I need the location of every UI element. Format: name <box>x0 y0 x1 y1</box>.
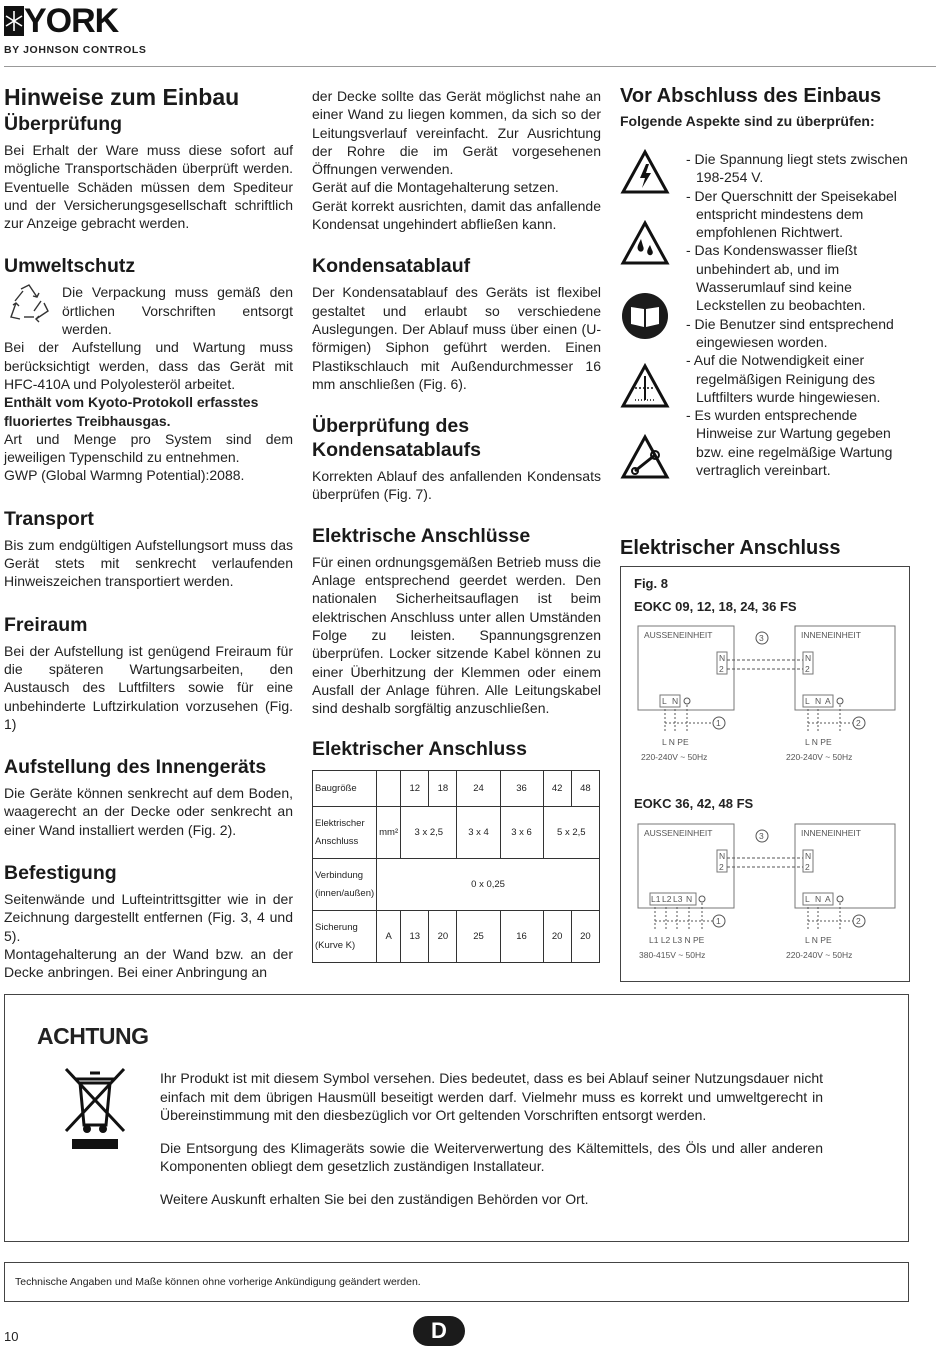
term-label: N <box>805 653 812 663</box>
term-label: L2 <box>662 894 672 904</box>
page-number: 10 <box>4 1329 19 1344</box>
circle-1: 1 <box>716 718 721 728</box>
achtung-paragraph: Weitere Auskunft erhalten Sie bei den zuständigen Behörden vor Ort. <box>160 1190 589 1207</box>
section-text: Gerät korrekt ausrichten, damit das anfallende Kondensat ungehindert abfließen kann. <box>312 197 601 233</box>
term-label: L <box>662 696 667 706</box>
water-drop-warning-icon <box>620 219 670 269</box>
term-label: 2 <box>805 862 810 872</box>
table-cell <box>377 771 401 807</box>
term-label: N <box>805 851 812 861</box>
section-heading-kondensatablauf: Kondensatablauf <box>312 255 471 278</box>
term-label: N <box>672 696 679 706</box>
circle-3: 3 <box>759 831 764 841</box>
wiring-diagram-1 <box>635 623 897 773</box>
circle-2: 2 <box>856 718 861 728</box>
term-label: N <box>686 894 693 904</box>
section-text: Für einen ordnungsgemäßen Betrieb muss die Anlage entsprechend geerdet werden. Den nationalen Sicherheitsauflagen ist beim elektrischen Anschluss unter allen Umständen Folge zu leisten. Spannungsgrenzen überprüfen. Locker sitzende Kabel können zu einer Überhitzung der Klemmen oder einem Ausfall der Anlage führen. Alle Leitungskabel sind deshalb sorgfältig anzuschließen. <box>312 553 601 717</box>
section-text: Art und Menge pro System sind dem jeweiligen Typenschild zu entnehmen. <box>4 430 293 466</box>
electric-hazard-icon <box>620 148 670 198</box>
term-label: L3 <box>673 894 683 904</box>
section-text: Die Geräte können senkrecht auf dem Boden, waagerecht an der Decke oder senkrecht an einer Wand installiert werden (Fig. 2). <box>4 785 293 838</box>
section-text: Montagehalterung an der Wand bzw. an der Decke anbringen. Bei einer Anbringung an <box>4 945 293 981</box>
table-cell: 12 <box>401 771 429 807</box>
list-item: - Das Kondenswasser fließt unbehindert ab, und im Wasserumlauf sind keine Leckstellen zu beobachten. <box>686 242 866 314</box>
disclaimer-text: Technische Angaben und Maße können ohne vorherige Ankündigung geändert werden. <box>15 1276 421 1288</box>
term-label: A <box>825 696 831 706</box>
checklist <box>686 150 912 479</box>
section-heading-elektrischer-anschluss: Elektrischer Anschluss <box>312 738 527 761</box>
table-row <box>313 771 600 807</box>
table-cell: 25 <box>457 911 500 963</box>
table-row <box>313 807 600 859</box>
section-heading-freiraum: Freiraum <box>4 613 88 636</box>
terminal-labels: L N PE <box>805 737 832 747</box>
table-cell: 48 <box>571 771 599 807</box>
terminal-labels: L N PE <box>662 737 689 747</box>
diagram-title-2: EOKC 36, 42, 48 FS <box>634 796 754 811</box>
section-heading-aufstellung: Aufstellung des Innengeräts <box>4 756 267 779</box>
circle-3: 3 <box>759 633 764 643</box>
hazard-warning-icon <box>620 362 670 412</box>
section-text: Bei Erhalt der Ware muss diese sofort auf mögliche Transportschäden überprüft werden. Eventuelle Schäden müssen dem Spediteur und der Versicherungsgesellschaft schriftlich zur Anzeige gebracht werden. <box>4 142 293 232</box>
section-heading-transport: Transport <box>4 507 94 530</box>
page-title: Hinweise zum Einbau <box>4 84 240 110</box>
disclaimer-box <box>4 1262 909 1302</box>
table-cell: 3 x 6 <box>500 807 543 859</box>
table-cell-label: Baugröße <box>313 771 377 807</box>
diagram-title-1: EOKC 09, 12, 18, 24, 36 FS <box>634 599 797 614</box>
section-text: GWP (Global Warmng Potential):2088. <box>4 467 245 484</box>
outdoor-unit-label: AUSSENEINHEIT <box>644 630 713 640</box>
table-cell: 3 x 2,5 <box>401 807 457 859</box>
section-text: Seitenwände und Lufteintrittsgitter wie in der Zeichnung dargestellt entfernen (Fig. 3, 4 und 5). <box>4 891 293 944</box>
term-label: N <box>815 696 822 706</box>
brand-name: YORK <box>24 2 119 40</box>
list-item: - Es wurden entsprechende Hinweise zur Wartung gegeben bzw. eine regelmäßige Wartung vertraglich vereinbart. <box>686 407 893 479</box>
table-cell: 3 x 4 <box>457 807 500 859</box>
section-heading-ueberpruefung-kondensat-2: Kondensatablaufs <box>312 439 482 462</box>
column-left <box>4 84 293 982</box>
section-text: Bei der Aufstellung und Wartung muss berücksichtigt werden, dass das Gerät mit HFC-410A und Polyolesteröl arbeitet. <box>4 339 293 392</box>
section-text: Gerät auf die Montagehalterung setzen. <box>312 179 559 196</box>
achtung-box <box>4 994 909 1242</box>
wrench-maintenance-icon <box>620 433 670 483</box>
manual-book-icon <box>620 291 670 341</box>
table-cell: 42 <box>543 771 571 807</box>
term-label: L <box>805 894 810 904</box>
voltage-label: 220-240V ~ 50Hz <box>786 950 853 960</box>
section-heading-vor-abschluss: Vor Abschluss des Einbaus <box>620 85 882 107</box>
section-text: der Decke sollte das Gerät möglichst nahe an einer Wand zu liegen kommen, da sich so der Leitungsverlauf vereinfacht. Zur Ausrichtung der Rohre die im Gerät vorgesehenen Öffnungen verwenden. <box>312 88 601 178</box>
table-cell: 18 <box>429 771 457 807</box>
indoor-unit-label: INNENEINHEIT <box>801 828 861 838</box>
table-cell: 20 <box>543 911 571 963</box>
section-heading-elektrischer-anschluss-fig: Elektrischer Anschluss <box>620 537 841 559</box>
achtung-title: ACHTUNG <box>37 1023 149 1049</box>
table-cell: 5 x 2,5 <box>543 807 599 859</box>
term-label: 2 <box>719 862 724 872</box>
figure-8-wiring <box>620 566 910 982</box>
column-right <box>620 84 910 984</box>
list-item: - Der Querschnitt der Speisekabel entspricht mindestens dem empfohlenen Richtwert. <box>686 187 897 241</box>
table-cell-label: Elektrischer Anschluss <box>313 807 377 859</box>
term-label: L <box>805 696 810 706</box>
table-cell: 36 <box>500 771 543 807</box>
section-text: Der Kondensatablauf des Geräts ist flexibel gestaltet und erlaubt so verschiedene Auslegungen. Der Ablauf muss über einen (U-förmigen) Siphon geführt werden. Einen Plastikschlauch mit Außendurchmesser 16 mm anschließen (Fig. 6). <box>312 284 601 392</box>
section-heading-umweltschutz: Umweltschutz <box>4 255 136 278</box>
section-heading-ueberpruefung-kondensat: Überprüfung des <box>312 415 470 438</box>
table-cell-unit: A <box>377 911 401 963</box>
term-label: L1 <box>651 894 661 904</box>
column-middle <box>312 87 601 963</box>
header-divider <box>4 66 936 67</box>
table-cell: 20 <box>429 911 457 963</box>
term-label: N <box>719 851 726 861</box>
warning-icons <box>620 148 678 504</box>
terminal-labels: L N PE <box>805 935 832 945</box>
section-heading-ueberpruefung: Überprüfung <box>4 113 123 135</box>
section-heading-befestigung: Befestigung <box>4 862 117 885</box>
achtung-text <box>160 1069 823 1222</box>
term-label: N <box>815 894 822 904</box>
achtung-paragraph: Ihr Produkt ist mit diesem Symbol versehen. Dies bedeutet, dass es bei Ablauf seiner Nutzungsdauer nicht einfach mit dem übrigen Hausmüll beseitigt werden darf. Vielmehr muss es korrekt und umweltgerecht in Übereinstimmung mit den diesbezüglich vor Ort geltenden Vorschriften entsorgt werden. <box>160 1070 823 1123</box>
list-item: - Die Spannung liegt stets zwischen 198-254 V. <box>686 151 908 186</box>
term-label: A <box>825 894 831 904</box>
table-cell-label: Verbindung (innen/außen) <box>313 859 377 911</box>
terminal-labels: L1 L2 L3 N PE <box>649 935 705 945</box>
voltage-label: 220-240V ~ 50Hz <box>641 752 708 762</box>
section-text: Bis zum endgültigen Aufstellungsort muss das Gerät stets mit senkrecht verlaufenden Hinweiszeichen transportiert werden. <box>4 536 293 590</box>
term-label: N <box>719 653 726 663</box>
section-subtitle: Folgende Aspekte sind zu überprüfen: <box>620 113 875 129</box>
recycling-icon <box>6 281 52 327</box>
voltage-label: 380-415V ~ 50Hz <box>639 950 706 960</box>
term-label: 2 <box>805 664 810 674</box>
table-row <box>313 911 600 963</box>
circle-1: 1 <box>716 916 721 926</box>
table-cell: 0 x 0,25 <box>377 859 600 911</box>
table-cell-unit: mm² <box>377 807 401 859</box>
electrical-spec-table <box>312 770 600 963</box>
circle-2: 2 <box>856 916 861 926</box>
indoor-unit-label: INNENEINHEIT <box>801 630 861 640</box>
table-cell: 20 <box>571 911 599 963</box>
wiring-diagram-2 <box>635 821 897 971</box>
crossed-out-wheelie-bin-icon <box>60 1063 130 1153</box>
table-cell: 13 <box>401 911 429 963</box>
snowflake-icon <box>4 6 24 36</box>
voltage-label: 220-240V ~ 50Hz <box>786 752 853 762</box>
language-badge: D <box>413 1316 465 1346</box>
table-cell: 24 <box>457 771 500 807</box>
section-text: Korrekten Ablauf des anfallenden Kondensats überprüfen (Fig. 7). <box>312 468 601 503</box>
list-item: - Die Benutzer sind entsprechend eingewiesen worden. <box>686 315 894 350</box>
table-cell-label: Sicherung (Kurve K) <box>313 911 377 963</box>
section-text-bold: Enthält vom Kyoto-Protokoll erfasstes fluoriertes Treibhausgas. <box>4 394 259 429</box>
section-text: Bei der Aufstellung ist genügend Freiraum für die späteren Wartungsarbeiten, den Austausch des Luftfilters sowie für eine unbehinderte Luftzirkulation vorzusehen (Fig. 1) <box>4 642 293 732</box>
table-cell: 16 <box>500 911 543 963</box>
table-row <box>313 859 600 911</box>
brand-subtitle: BY JOHNSON CONTROLS <box>4 44 147 56</box>
figure-label: Fig. 8 <box>634 576 668 591</box>
section-heading-elektrische-anschluesse: Elektrische Anschlüsse <box>312 524 531 547</box>
term-label: 2 <box>719 664 724 674</box>
york-logo <box>4 4 164 56</box>
section-text: Die Verpackung muss gemäß den örtlichen Vorschriften entsorgt werden. <box>62 284 293 338</box>
outdoor-unit-label: AUSSENEINHEIT <box>644 828 713 838</box>
list-item: - Auf die Notwendigkeit einer regelmäßigen Reinigung des Luftfilters wurde hingewiesen. <box>686 352 881 405</box>
achtung-paragraph: Die Entsorgung des Klimageräts sowie die Weiterverwertung des Kältemittels, des Öls und aller anderen Komponenten obliegt dem gesetzlich zuständigen Installateur. <box>160 1139 823 1174</box>
